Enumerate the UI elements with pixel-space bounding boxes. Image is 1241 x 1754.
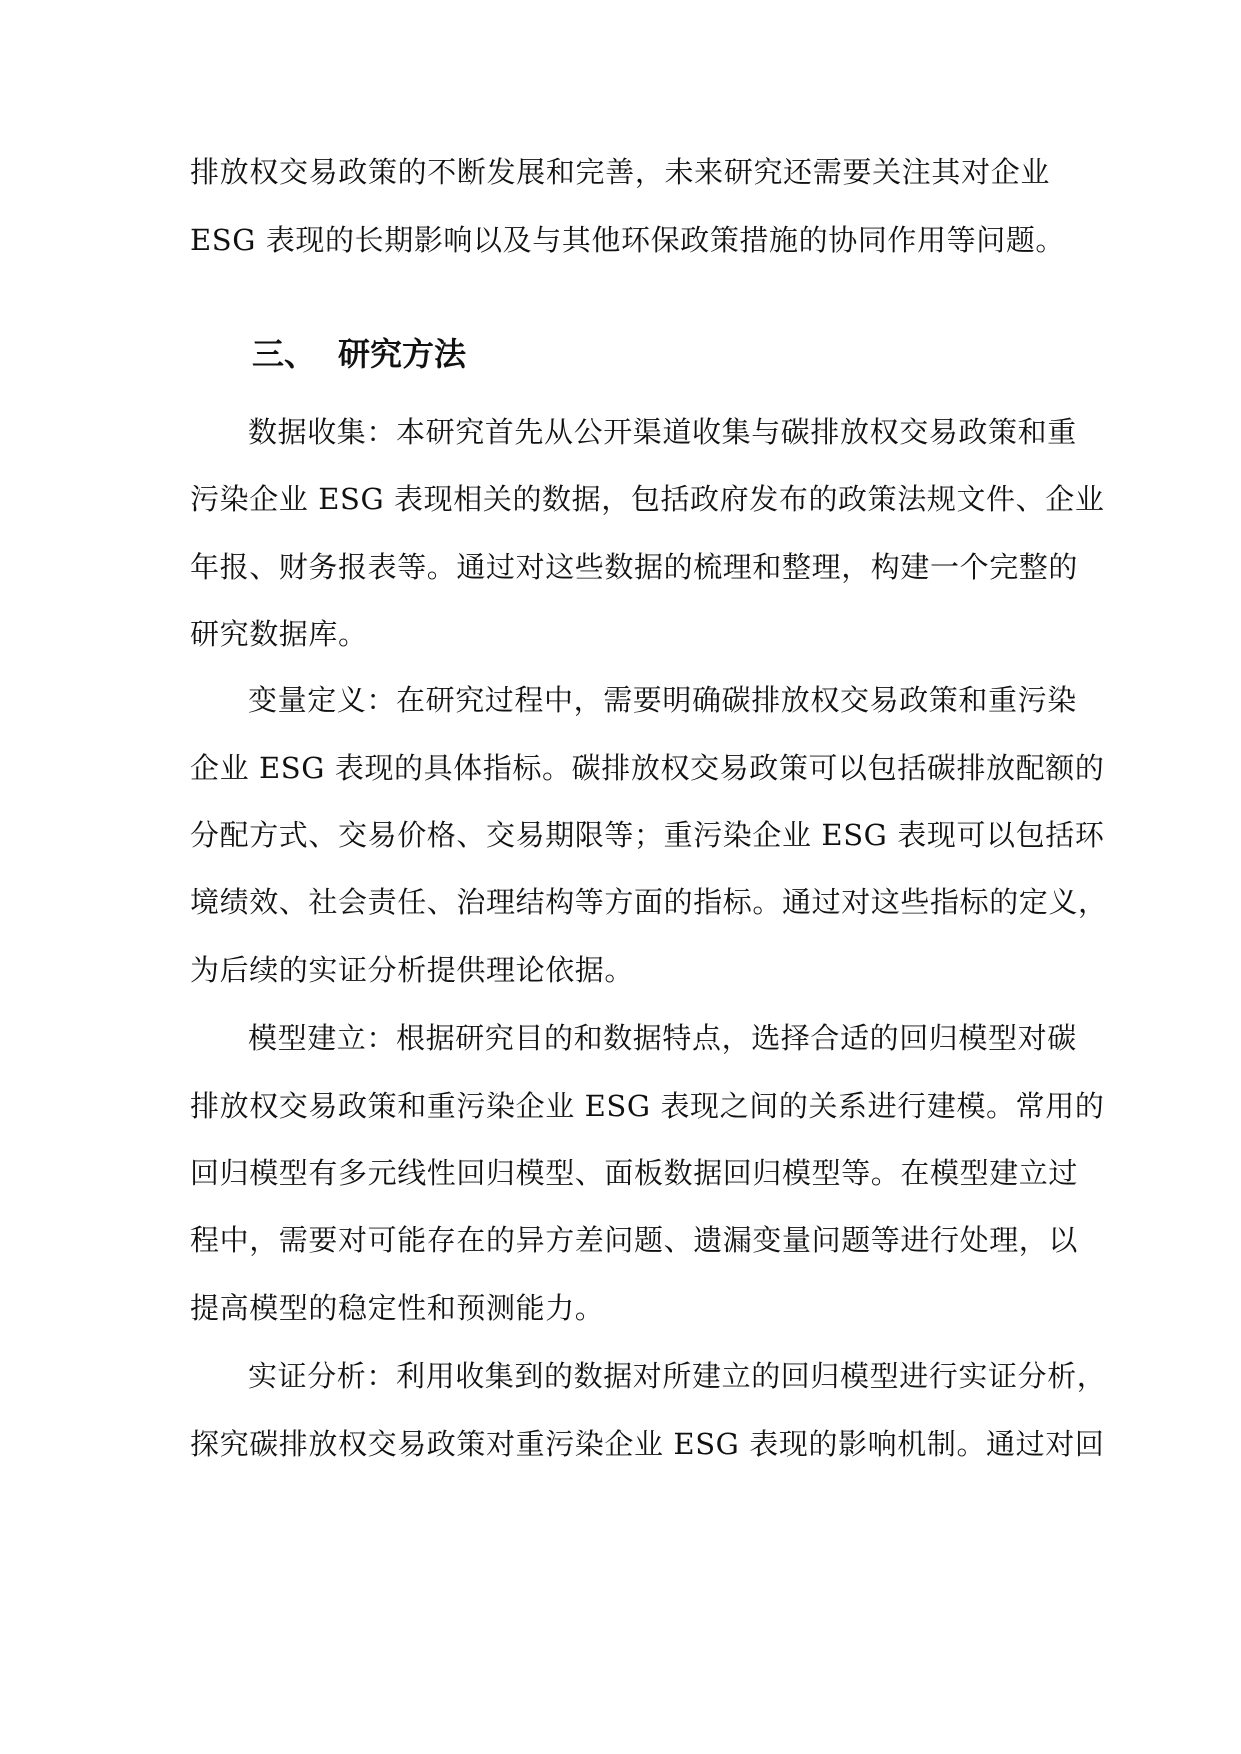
paragraph-2-line-5: 为后续的实证分析提供理论依据。 — [190, 953, 635, 987]
paragraph-3-line-5: 提高模型的稳定性和预测能力。 — [190, 1291, 605, 1325]
paragraph-2-line-3: 分配方式、交易价格、交易期限等；重污染企业 ESG 表现可以包括环 — [190, 818, 1105, 852]
paragraph-1-line-3: 年报、财务报表等。通过对这些数据的梳理和整理，构建一个完整的 — [190, 550, 1079, 584]
paragraph-2-line-4: 境绩效、社会责任、治理结构等方面的指标。通过对这些指标的定义， — [190, 885, 1108, 919]
paragraph-2-line-1: 变量定义：在研究过程中，需要明确碳排放权交易政策和重污染 — [248, 683, 1077, 717]
paragraph-1-line-4: 研究数据库。 — [190, 617, 368, 651]
intro-line-2: ESG 表现的长期影响以及与其他环保政策措施的协同作用等问题。 — [190, 223, 1066, 257]
paragraph-3-line-2: 排放权交易政策和重污染企业 ESG 表现之间的关系进行建模。常用的 — [190, 1089, 1105, 1123]
intro-line-1: 排放权交易政策的不断发展和完善，未来研究还需要关注其对企业 — [190, 155, 1050, 189]
paragraph-3-line-3: 回归模型有多元线性回归模型、面板数据回归模型等。在模型建立过 — [190, 1156, 1079, 1190]
paragraph-4-line-1: 实证分析：利用收集到的数据对所建立的回归模型进行实证分析， — [248, 1359, 1107, 1393]
section-title: 研究方法 — [338, 335, 467, 373]
paragraph-3-line-4: 程中，需要对可能存在的异方差问题、遗漏变量问题等进行处理，以 — [190, 1223, 1079, 1257]
paragraph-1-line-2: 污染企业 ESG 表现相关的数据，包括政府发布的政策法规文件、企业 — [190, 482, 1105, 516]
paragraph-3-line-1: 模型建立：根据研究目的和数据特点，选择合适的回归模型对碳 — [248, 1021, 1077, 1055]
paragraph-1-line-1: 数据收集：本研究首先从公开渠道收集与碳排放权交易政策和重 — [248, 415, 1077, 449]
paragraph-4-line-2: 探究碳排放权交易政策对重污染企业 ESG 表现的影响机制。通过对回 — [190, 1427, 1105, 1461]
section-heading — [252, 334, 466, 374]
paragraph-2-line-2: 企业 ESG 表现的具体指标。碳排放权交易政策可以包括碳排放配额的 — [190, 751, 1105, 785]
section-number: 三、 — [252, 335, 317, 373]
